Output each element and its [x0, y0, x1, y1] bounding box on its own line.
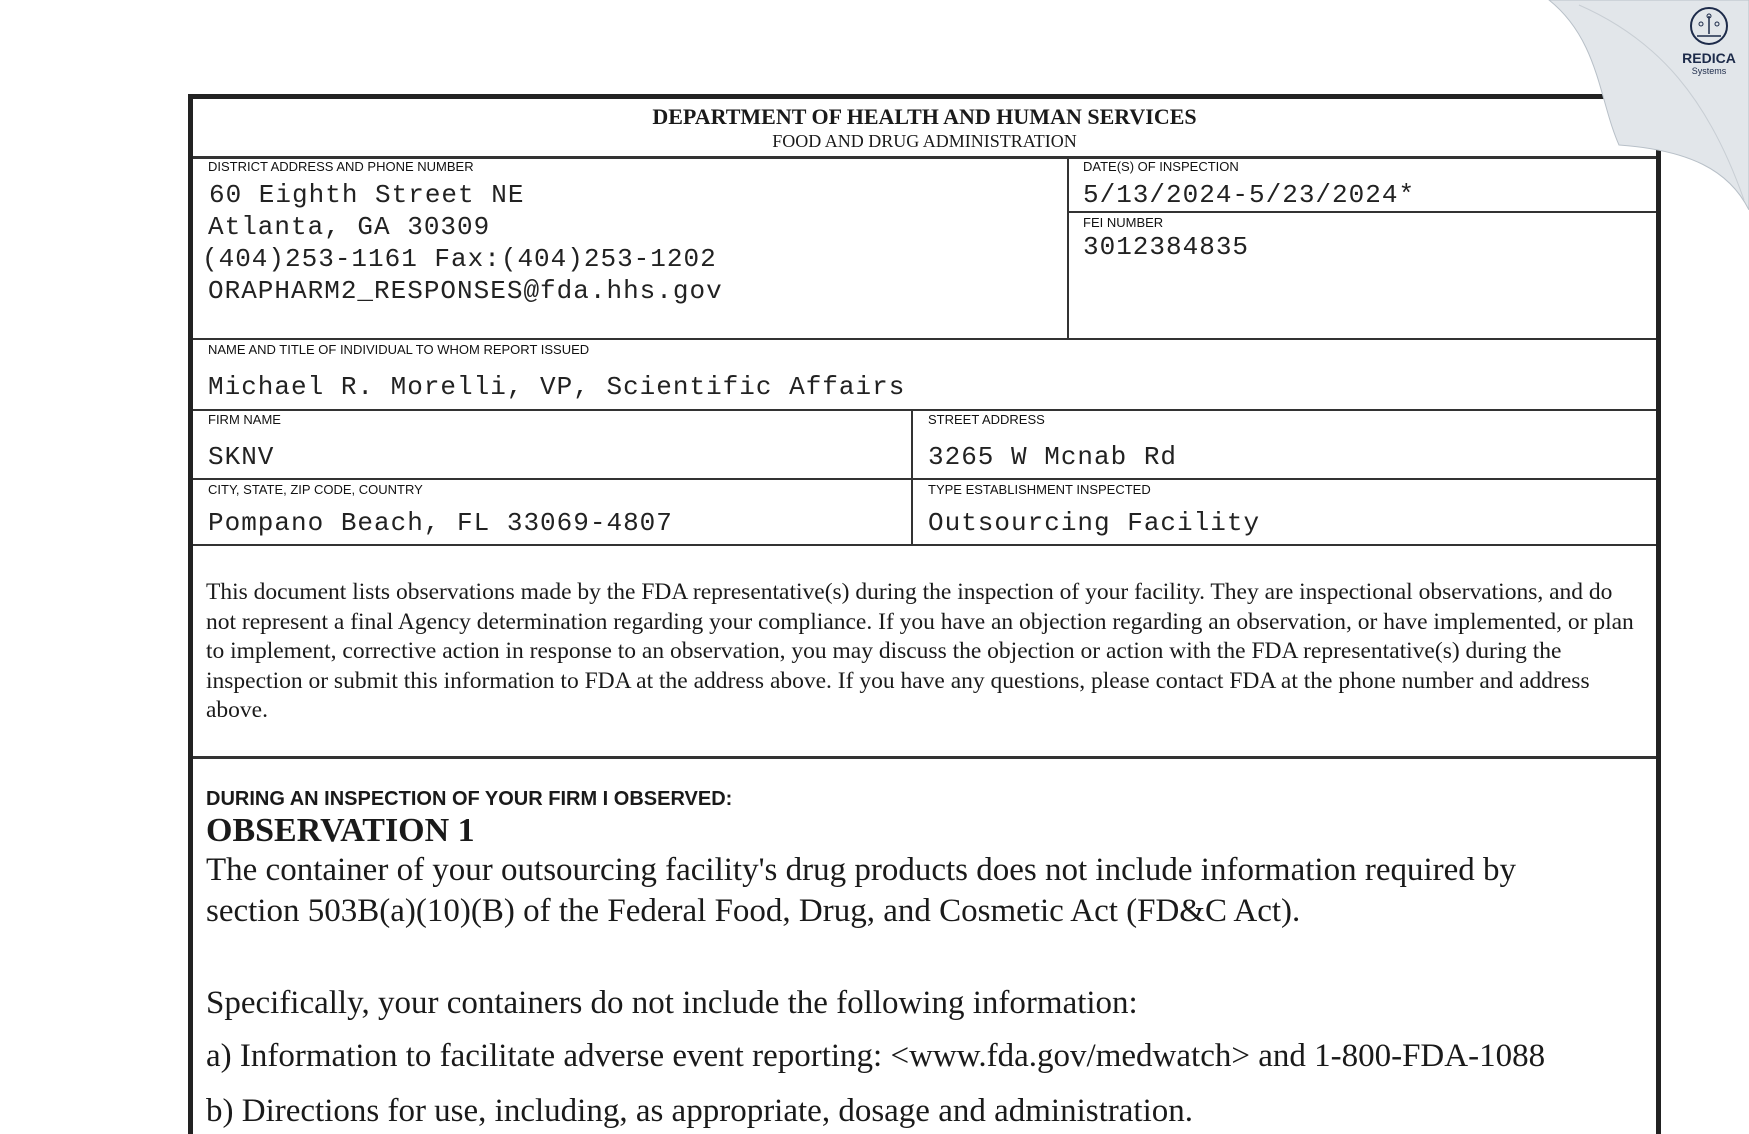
- observation-text: Specifically, your containers do not include the following information:: [206, 985, 1138, 1021]
- district-line: Atlanta, GA 30309: [208, 212, 491, 242]
- street-label: STREET ADDRESS: [928, 412, 1045, 427]
- form-left-border: [188, 94, 193, 1134]
- observed-heading: DURING AN INSPECTION OF YOUR FIRM I OBSERVED:: [206, 788, 733, 810]
- divider: [1067, 211, 1656, 213]
- district-email: ORAPHARM2_RESPONSES@fda.hhs.gov: [208, 276, 723, 306]
- observation-text: The container of your outsourcing facility's drug products does not include information required by: [206, 852, 1517, 888]
- firm-label: FIRM NAME: [208, 412, 281, 427]
- redica-logo-text: REDICA: [1682, 50, 1736, 66]
- observation-title: OBSERVATION 1: [206, 812, 475, 849]
- observation-item-a: a) Information to facilitate adverse event reporting: <www.fda.gov/medwatch> and 1-800-FDA-1088: [206, 1038, 1546, 1074]
- observation-item-b: b) Directions for use, including, as appropriate, dosage and administration.: [206, 1093, 1193, 1129]
- form-right-border: [1656, 94, 1661, 1134]
- inspection-dates-label: DATE(S) OF INSPECTION: [1083, 159, 1239, 174]
- firm-value: SKNV: [208, 442, 275, 472]
- page-curl-watermark: [1539, 0, 1749, 210]
- divider: [193, 478, 1656, 480]
- district-label: DISTRICT ADDRESS AND PHONE NUMBER: [208, 159, 474, 174]
- form-top-border: [188, 94, 1662, 99]
- divider: [193, 756, 1656, 759]
- fei-value: 3012384835: [1083, 232, 1250, 262]
- divider: [911, 409, 913, 545]
- divider: [193, 544, 1656, 546]
- establishment-value: Outsourcing Facility: [928, 508, 1261, 538]
- divider: [193, 338, 1656, 340]
- divider: [1067, 157, 1069, 339]
- city-label: CITY, STATE, ZIP CODE, COUNTRY: [208, 482, 423, 497]
- street-value: 3265 W Mcnab Rd: [928, 442, 1178, 472]
- inspection-dates-value: 5/13/2024-5/23/2024*: [1083, 180, 1416, 210]
- district-phone: (404)253-1161 Fax:(404)253-1202: [202, 244, 717, 274]
- establishment-label: TYPE ESTABLISHMENT INSPECTED: [928, 482, 1151, 497]
- divider: [193, 409, 1656, 411]
- city-value: Pompano Beach, FL 33069-4807: [208, 508, 673, 538]
- district-line: 60 Eighth Street NE: [209, 180, 525, 210]
- notice-paragraph: This document lists observations made by the FDA representative(s) during the inspection of your facility. They are inspectional observations, and do not represent a final Agency determination regarding your compliance. If you have an objection regarding an observation, or have implemented, or plan to implement, corrective action in response to an observation, you may discuss the objection or action with the FDA representative(s) during the inspection or submit this information to FDA at the address above. If you have any questions, please contact FDA at the phone number and address above.: [206, 579, 1634, 723]
- department-title: DEPARTMENT OF HEALTH AND HUMAN SERVICES: [652, 104, 1197, 129]
- redica-logo-subtext: Systems: [1691, 66, 1727, 76]
- agency-subtitle: FOOD AND DRUG ADMINISTRATION: [772, 131, 1077, 151]
- recipient-value: Michael R. Morelli, VP, Scientific Affairs: [208, 372, 906, 402]
- observation-text: section 503B(a)(10)(B) of the Federal Food, Drug, and Cosmetic Act (FD&C Act).: [206, 893, 1301, 929]
- fei-label: FEI NUMBER: [1083, 215, 1164, 230]
- recipient-label: NAME AND TITLE OF INDIVIDUAL TO WHOM REPORT ISSUED: [208, 342, 590, 357]
